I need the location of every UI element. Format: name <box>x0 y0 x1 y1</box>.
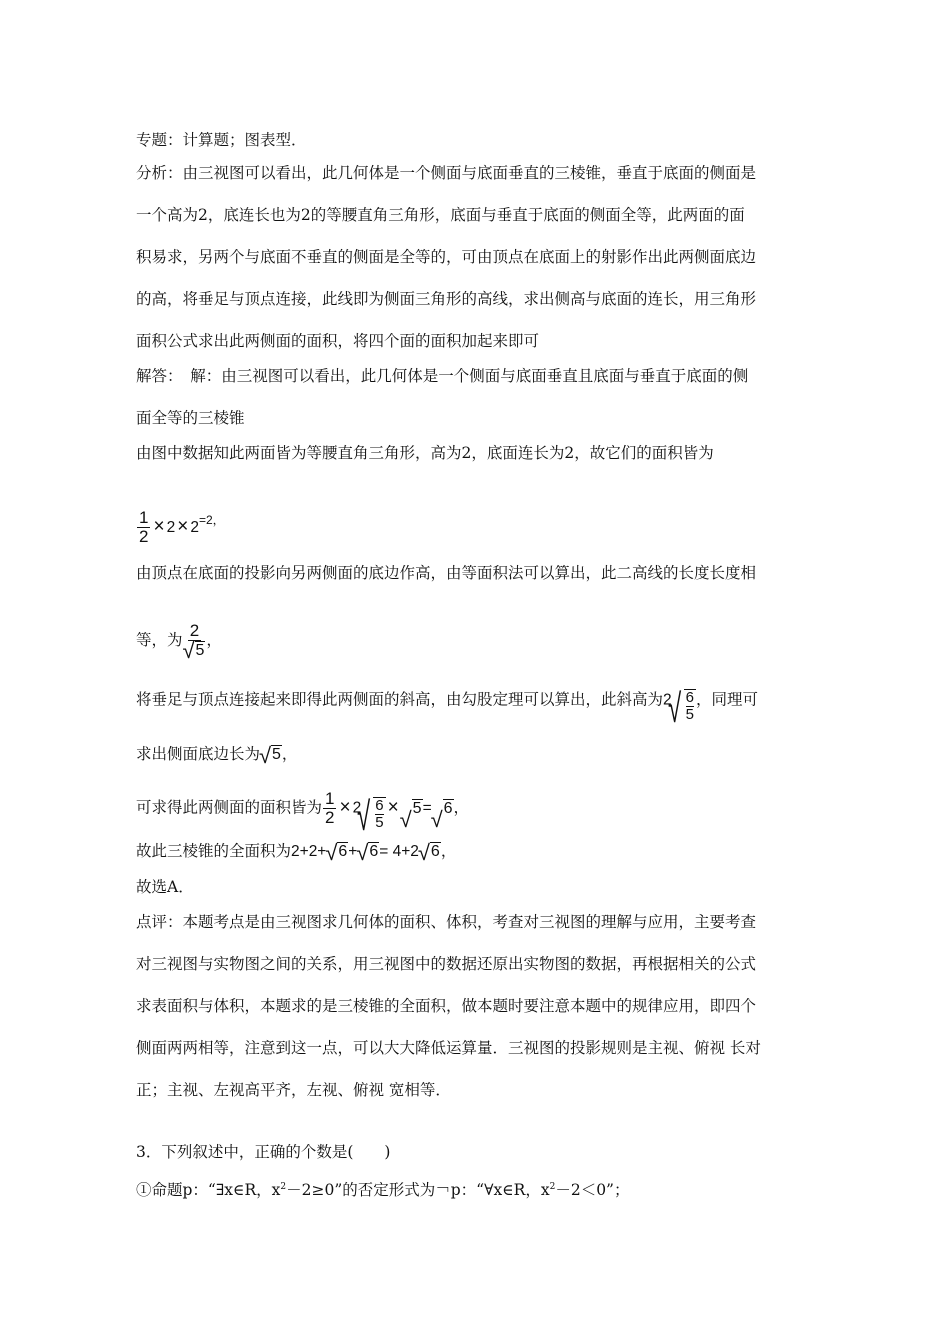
choice-line: 故选A． <box>136 878 194 896</box>
question-3-item-1: ①命题p：“∃x∈R，$x^2-2\ge 0$”的否定形式为￢p：“∀x∈R，$x^2-2<0$”； <box>136 1181 630 1200</box>
sqrt-six-fifths: √ $\frac{6}{5}$ <box>672 678 696 723</box>
analysis-line-3: 积易求，另两个与底面不垂直的侧面是全等的，可由顶点在底面上的射影作出此两侧面底边 <box>136 248 757 266</box>
analysis-line-5: 面积公式求出此两侧面的面积，将四个面的面积加起来即可 <box>136 332 540 350</box>
question-3-title: 3．下列叙述中，正确的个数是( ) <box>136 1143 391 1161</box>
answer-line-1: 解答： 解：由三视图可以看出，此几何体是一个侧面与底面垂直且底面与垂直于底面的侧 <box>136 367 749 385</box>
slant-height-line: 将垂足与顶点连接起来即得此两侧面的斜高，由勾股定理可以算出，此斜高为2 √ $\frac{6}{5}$ ，同理可 <box>136 678 758 723</box>
side-area-line: 可求得此两侧面的面积皆为 $\frac{1}{2}$ × 2 √ $\frac{6}{5}$ ×√ 5=√ 6， <box>136 786 469 831</box>
comment-line-2: 对三视图与实物图之间的关系，用三视图中的数据还原出实物图的数据，再根据相关的公式 <box>136 955 757 973</box>
fraction-2-over-sqrt5: 2 √ 5 <box>184 622 206 660</box>
total-area-line: 故此三棱锥的全面积为2+2+√ 6+√ 6= 4+2√ 6， <box>136 841 456 862</box>
height-value-line: 等，为 2 √ 5 ， <box>136 620 222 660</box>
answer-line-3: 由图中数据知此两面皆为等腰直角三角形，高为2，底面连长为2，故它们的面积皆为 <box>136 444 714 462</box>
topic-line: 专题：计算题；图表型． <box>136 131 307 149</box>
height-line: 由顶点在底面的投影向另两侧面的底边作高，由等面积法可以算出，此二高线的长度长度相 <box>136 564 757 582</box>
comment-line-4: 侧面两两相等，注意到这一点，可以大大降低运算量．三视图的投影规则是主视、俯视 长对 <box>136 1039 761 1057</box>
analysis-line-1: 分析：由三视图可以看出，此几何体是一个侧面与底面垂直的三棱锥，垂直于底面的侧面是 <box>136 164 757 182</box>
comment-line-5: 正；主视、左视高平齐，左视、俯视 宽相等． <box>136 1081 451 1099</box>
analysis-line-2: 一个高为2，底连长也为2的等腰直角三角形，底面与垂直于底面的侧面全等，此两面的面 <box>136 206 745 224</box>
comment-line-1: 点评：本题考点是由三视图求几何体的面积、体积，考查对三视图的理解与应用，主要考查 <box>136 913 757 931</box>
base-edge-line: 求出侧面底边长为√ 5， <box>136 744 297 765</box>
comment-line-3: 求表面积与体积，本题求的是三棱锥的全面积，做本题时要注意本题中的规律应用，即四个 <box>136 997 757 1015</box>
analysis-line-4: 的高，将垂足与顶点连接，此线即为侧面三角形的高线，求出侧高与底面的连长，用三角形 <box>136 290 757 308</box>
answer-line-2: 面全等的三棱锥 <box>136 409 245 427</box>
formula-area-line: $\frac{1}{2}$ × $2 \times 2^{=2,}$ <box>139 508 225 547</box>
fraction-one-half: $\frac{1}{2}$ <box>139 508 149 547</box>
